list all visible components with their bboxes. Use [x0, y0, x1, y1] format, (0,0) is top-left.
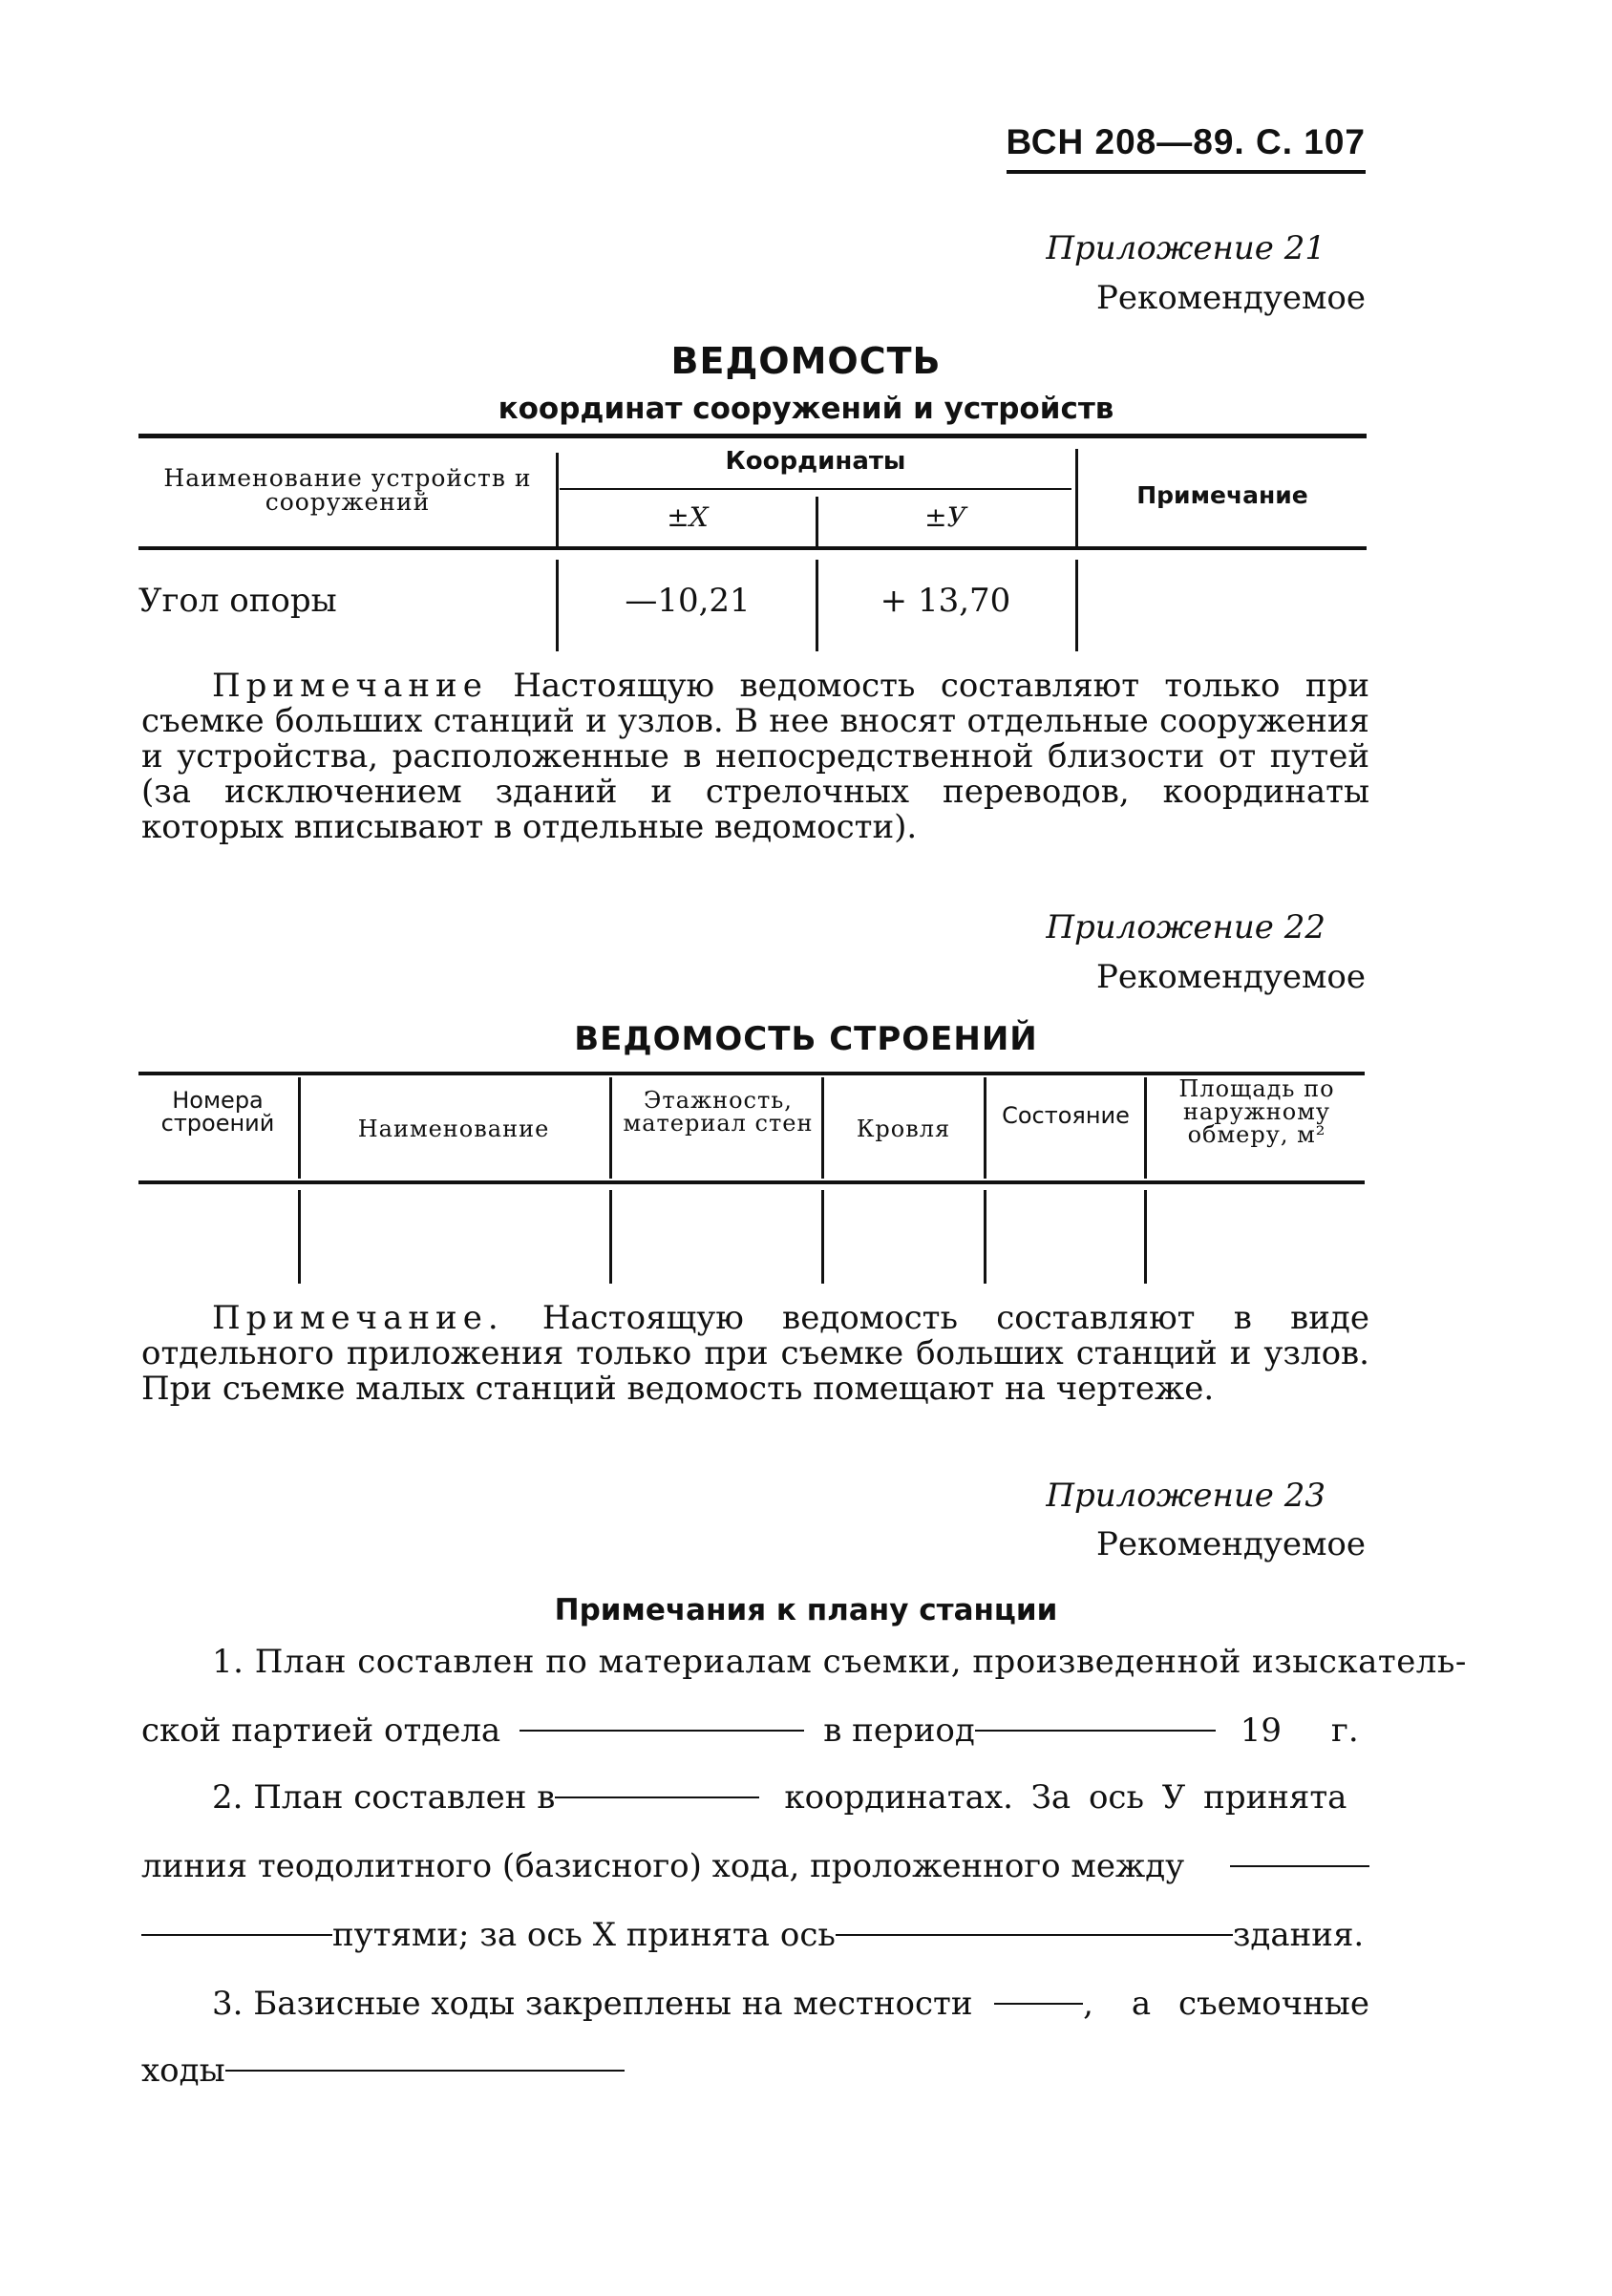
col-header-condition: Состояние — [1002, 1102, 1130, 1129]
header-y: ±У — [924, 501, 966, 533]
col-header-roof: Кровля — [856, 1116, 951, 1142]
item-3-text: 3. Базисные ходы закреплены на местности — [212, 1985, 973, 2023]
table-top-rule — [138, 434, 1367, 438]
col-header-number: Номера строений — [160, 1087, 275, 1137]
appendix-22-note — [141, 1301, 1369, 1407]
item-1-year: 19 — [1240, 1711, 1283, 1750]
header-x: ±X — [667, 501, 709, 533]
blank-field — [555, 1796, 759, 1798]
blank-field — [141, 1934, 332, 1936]
col-divider — [816, 497, 818, 548]
note-label: Примечание — [212, 667, 488, 705]
table-header-rule — [138, 546, 1367, 550]
blank-field — [975, 1730, 1216, 1732]
header-rule — [1007, 170, 1366, 174]
item-2-text: путями; за ось X принята ось — [332, 1916, 836, 1954]
col-divider — [1075, 449, 1078, 548]
appendix-22-number: Приложение 22 — [1046, 908, 1326, 946]
item-1-text: г. — [1331, 1711, 1359, 1750]
item-1-text: в период — [823, 1711, 975, 1750]
blank-field — [994, 2003, 1084, 2005]
header-note: Примечание — [1136, 481, 1308, 509]
appendix-23-title: Примечания к плану станции — [554, 1593, 1058, 1627]
col-divider — [984, 1077, 986, 1179]
col-divider — [821, 1190, 824, 1284]
item-3-text: , — [1083, 1985, 1093, 2023]
appendix-23-kind: Рекомендуемое — [1095, 1525, 1366, 1563]
item-2-text: 2. План составлен в — [212, 1778, 556, 1817]
item-3-text: ходы — [141, 2052, 225, 2090]
item-2-text: линия теодолитного (базисного) хода, проложенного между — [141, 1847, 1185, 1885]
col-divider — [1144, 1190, 1147, 1284]
item-1-line-1 — [141, 1643, 1467, 1681]
row-name: Угол опоры — [138, 582, 337, 620]
row-x-value: —10,21 — [625, 582, 751, 620]
appendix-21-number: Приложение 21 — [1046, 229, 1326, 267]
coords-subheader-rule — [560, 488, 1071, 490]
col-divider — [821, 1077, 824, 1179]
col-header-floors: Этажность, материал стен — [623, 1087, 814, 1137]
item-2-line-1 — [141, 1778, 1369, 1817]
appendix-21-kind: Рекомендуемое — [1095, 279, 1366, 317]
item-2-text: координатах. За ось У принята — [784, 1778, 1347, 1817]
note-label: Примечание. — [212, 1299, 504, 1337]
blank-field — [836, 1934, 1233, 1936]
blank-field — [225, 2070, 625, 2072]
header-name: Наименование устройств и сооружений — [163, 464, 532, 516]
item-3-text: а съемочные — [1131, 1985, 1369, 2023]
header-coordinates: Координаты — [725, 447, 906, 476]
col-divider — [984, 1190, 986, 1284]
col-divider — [1075, 560, 1078, 651]
item-3-line-2 — [141, 2052, 1369, 2090]
blank-field — [520, 1730, 804, 1732]
col-header-area: Площадь по наружному обмеру, м² — [1178, 1075, 1335, 1148]
col-divider — [816, 560, 818, 651]
col-divider — [556, 453, 559, 548]
document-reference: ВСН 208—89. С. 107 — [1006, 122, 1366, 161]
item-1-line-2 — [141, 1711, 1369, 1750]
item-2-line-3 — [141, 1916, 1369, 1954]
appendix-21-note — [141, 669, 1369, 845]
appendix-21-title: ВЕДОМОСТЬ — [670, 340, 942, 382]
col-divider — [556, 560, 559, 651]
appendix-23-number: Приложение 23 — [1046, 1477, 1326, 1515]
note-text: Настоящую ведомость составляют в виде отдельного приложения только при съемке больших станций и узлов. При съемке малых станций ведомость помещают на чертеже. — [141, 1299, 1369, 1408]
appendix-22-kind: Рекомендуемое — [1095, 958, 1366, 996]
col-header-name: Наименование — [357, 1116, 550, 1142]
col-divider — [609, 1190, 612, 1284]
table-row — [138, 582, 549, 620]
appendix-22-title: ВЕДОМОСТЬ СТРОЕНИЙ — [574, 1020, 1038, 1058]
row-y-value: + 13,70 — [880, 582, 1011, 620]
item-1-text: ской партией отдела — [141, 1711, 501, 1750]
col-divider — [298, 1190, 301, 1284]
item-1-text: 1. План составлен по материалам съемки, произведенной изыскатель- — [212, 1643, 1467, 1681]
col-divider — [298, 1077, 301, 1179]
table-header-rule — [138, 1180, 1365, 1184]
note-text: Настоящую ведомость составляют только при съемке больших станций и узлов. В нее вносят отдельные сооружения и устройства, расположенные в непосредственной близости от путей (за исключением зданий и стрелочных переводов, координаты которых вписывают в отдельные ведомости). — [141, 667, 1369, 846]
col-divider — [1144, 1077, 1147, 1179]
blank-field — [1230, 1865, 1369, 1867]
col-divider — [609, 1077, 612, 1179]
item-2-line-2 — [141, 1847, 1369, 1885]
item-2-text: здания. — [1232, 1916, 1365, 1954]
item-3-line-1 — [141, 1985, 1369, 2023]
appendix-21-subtitle: координат сооружений и устройств — [498, 392, 1114, 426]
